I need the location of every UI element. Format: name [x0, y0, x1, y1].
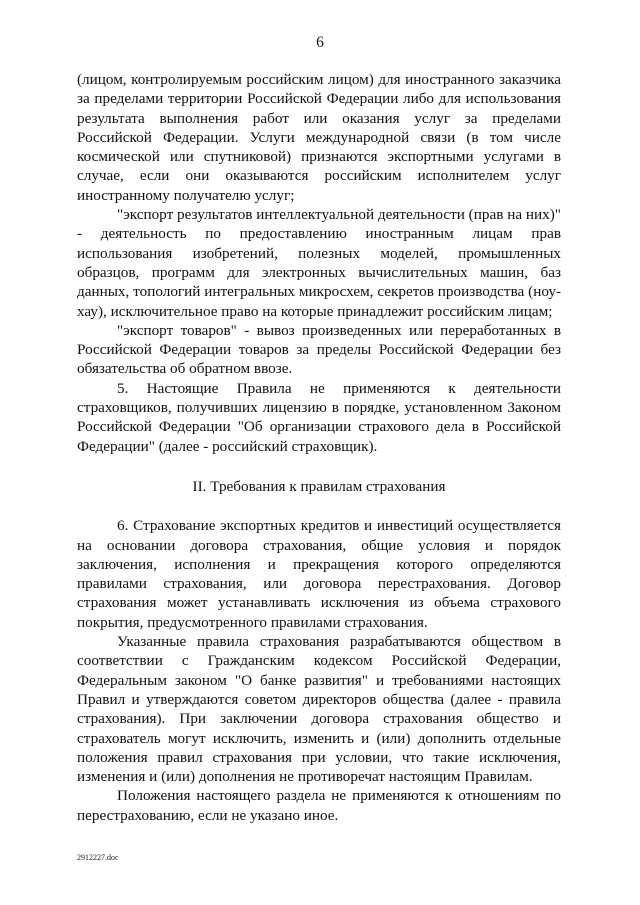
file-footer: 2912227.doc [77, 853, 119, 862]
section-title: II. Требования к правилам страхования [192, 477, 446, 495]
paragraph-rules-development: Указанные правила страхования разрабатываются обществом в соответствии с Гражданским кодексом Российской Федерации, Федеральным законом "О банке развития" и требованиями настоящих Правил и утверждаются советом директоров общества (далее - правила страхования). При заключении договора страхования общество и страхователь могут исключить, изменить и (или) дополнить отдельные положения правил страхования при условии, что такие исключения, изменения и (или) дополнения не противоречат настоящим Правилам. [77, 633, 561, 786]
paragraph-clause-6: 6. Страхование экспортных кредитов и инвестиций осуществляется на основании договора страхования, общие условия и порядок заключения, исполнения и прекращения которого определяются правилами страхования, или договора перестрахования. Договор страхования может устанавливать исключения из объема страхового покрытия, предусмотренного правилами страхования. [77, 517, 561, 631]
paragraph-reinsurance-note: Положения настоящего раздела не применяются к отношениям по перестрахованию, если не указано иное. [77, 787, 561, 824]
paragraph-clause-5: 5. Настоящие Правила не применяются к деятельности страховщиков, получивших лицензию в порядке, установленном Законом Российской Федерации "Об организации страхового дела в Российской Федерации" (далее - российский страховщик). [77, 379, 561, 455]
document-body [77, 70, 561, 825]
paragraph-export-goods: "экспорт товаров" - вывоз произведенных или переработанных в Российской Федерации товаров за пределы Российской Федерации без обязательства об обратном ввозе. [77, 321, 561, 378]
paragraph-continuation: (лицом, контролируемым российским лицом) для иностранного заказчика за пределами территории Российской Федерации либо для использования результата выполнения работ или оказания услуг за пределами Российской Федерации. Услуги международной связи (в том числе космической или спутниковой) признаются экспортными услугами в случае, если они оказываются российским исполнителем услуг иностранному получателю услуг; [77, 71, 561, 204]
paragraph-export-ip: "экспорт результатов интеллектуальной деятельности (прав на них)" - деятельность по предоставлению иностранным лицам прав использования изобретений, полезных моделей, промышленных образцов, программ для электронных вычислительных машин, баз данных, топологий интегральных микросхем, секретов производства (ноу-хау), исключительное право на которые принадлежит российским лицам; [77, 206, 561, 320]
page-number: 6 [316, 34, 324, 51]
